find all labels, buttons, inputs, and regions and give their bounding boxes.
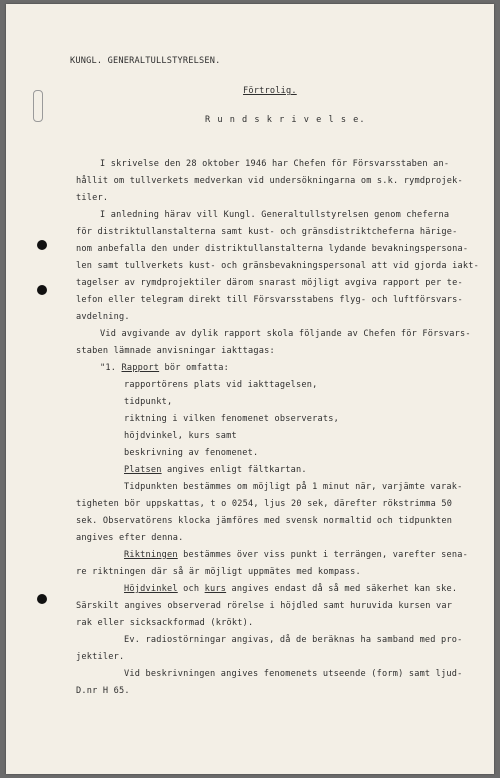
document-title: R u n d s k r i v e l s e. xyxy=(205,115,366,125)
org-header: KUNGL. GENERALTULLSTYRELSEN. xyxy=(70,56,221,66)
text-line: tagelser av rymdprojektiler därom snarast möjligt avgiva rapport per te- xyxy=(76,278,463,288)
text-line: staben lämnade anvisningar iakttagas: xyxy=(76,346,275,356)
text-line: Särskilt angives observerad rörelse i höjdled samt huruvida kursen var xyxy=(76,601,453,611)
text-line: len samt tullverkets kust- och gränsbevakningspersonal att vid gjorda iakt- xyxy=(76,261,480,271)
text-line: angives efter denna. xyxy=(76,533,184,543)
text-line: hållit om tullverkets medverkan vid undersökningarna om s.k. rymdprojek- xyxy=(76,176,463,186)
text-line: Riktningen bestämmes över viss punkt i terrängen, varefter sena- xyxy=(124,550,468,560)
text-line: I anledning härav vill Kungl. Generaltullstyrelsen genom cheferna xyxy=(100,210,450,220)
list-item: riktning i vilken fenomenet observerats, xyxy=(124,414,339,424)
text-line: jektiler. xyxy=(76,652,125,662)
punch-hole xyxy=(37,240,47,250)
text-line: för distriktullanstalterna samt kust- och gränsdistriktcheferna härige- xyxy=(76,227,458,237)
document-page xyxy=(6,4,494,774)
paperclip xyxy=(33,90,43,122)
punch-hole xyxy=(37,594,47,604)
list-item: rapportörens plats vid iakttagelsen, xyxy=(124,380,318,390)
text-line: Tidpunkten bestämmes om möjligt på 1 minut när, varjämte varak- xyxy=(124,482,463,492)
text-line: Ev. radiostörningar angivas, då de beräknas ha samband med pro- xyxy=(124,635,463,645)
text-line: rak eller sicksackformad (krökt). xyxy=(76,618,254,628)
list-item: beskrivning av fenomenet. xyxy=(124,448,259,458)
text-line: nom anbefalla den under distriktullanstalterna lydande bevakningspersona- xyxy=(76,244,469,254)
list-item: tidpunkt, xyxy=(124,397,173,407)
document-number: D.nr H 65. xyxy=(76,686,130,696)
classification: Förtrolig. xyxy=(243,86,297,96)
list-item-heading: "1. Rapport bör omfatta: xyxy=(100,363,229,373)
list-item: höjdvinkel, kurs samt xyxy=(124,431,237,441)
text-line: lefon eller telegram direkt till Försvarsstabens flyg- och luftförsvars- xyxy=(76,295,463,305)
text-line: Höjdvinkel och kurs angives endast då så med säkerhet kan ske. xyxy=(124,584,458,594)
text-line: avdelning. xyxy=(76,312,130,322)
text-line: tiler. xyxy=(76,193,109,203)
text-line: I skrivelse den 28 oktober 1946 har Chefen för Försvarsstaben an- xyxy=(100,159,450,169)
text-line: re riktningen där så är möjligt uppmätes med kompass. xyxy=(76,567,361,577)
text-line: tigheten bör uppskattas, t o 0254, ljus 20 sek, därefter rökstrimma 50 xyxy=(76,499,453,509)
text-line: Platsen angives enligt fältkartan. xyxy=(124,465,307,475)
text-line: sek. Observatörens klocka jämföres med svensk normaltid och tidpunkten xyxy=(76,516,453,526)
punch-hole xyxy=(37,285,47,295)
text-line: Vid beskrivningen angives fenomenets utseende (form) samt ljud- xyxy=(124,669,463,679)
text-line: Vid avgivande av dylik rapport skola följande av Chefen för Försvars- xyxy=(100,329,471,339)
